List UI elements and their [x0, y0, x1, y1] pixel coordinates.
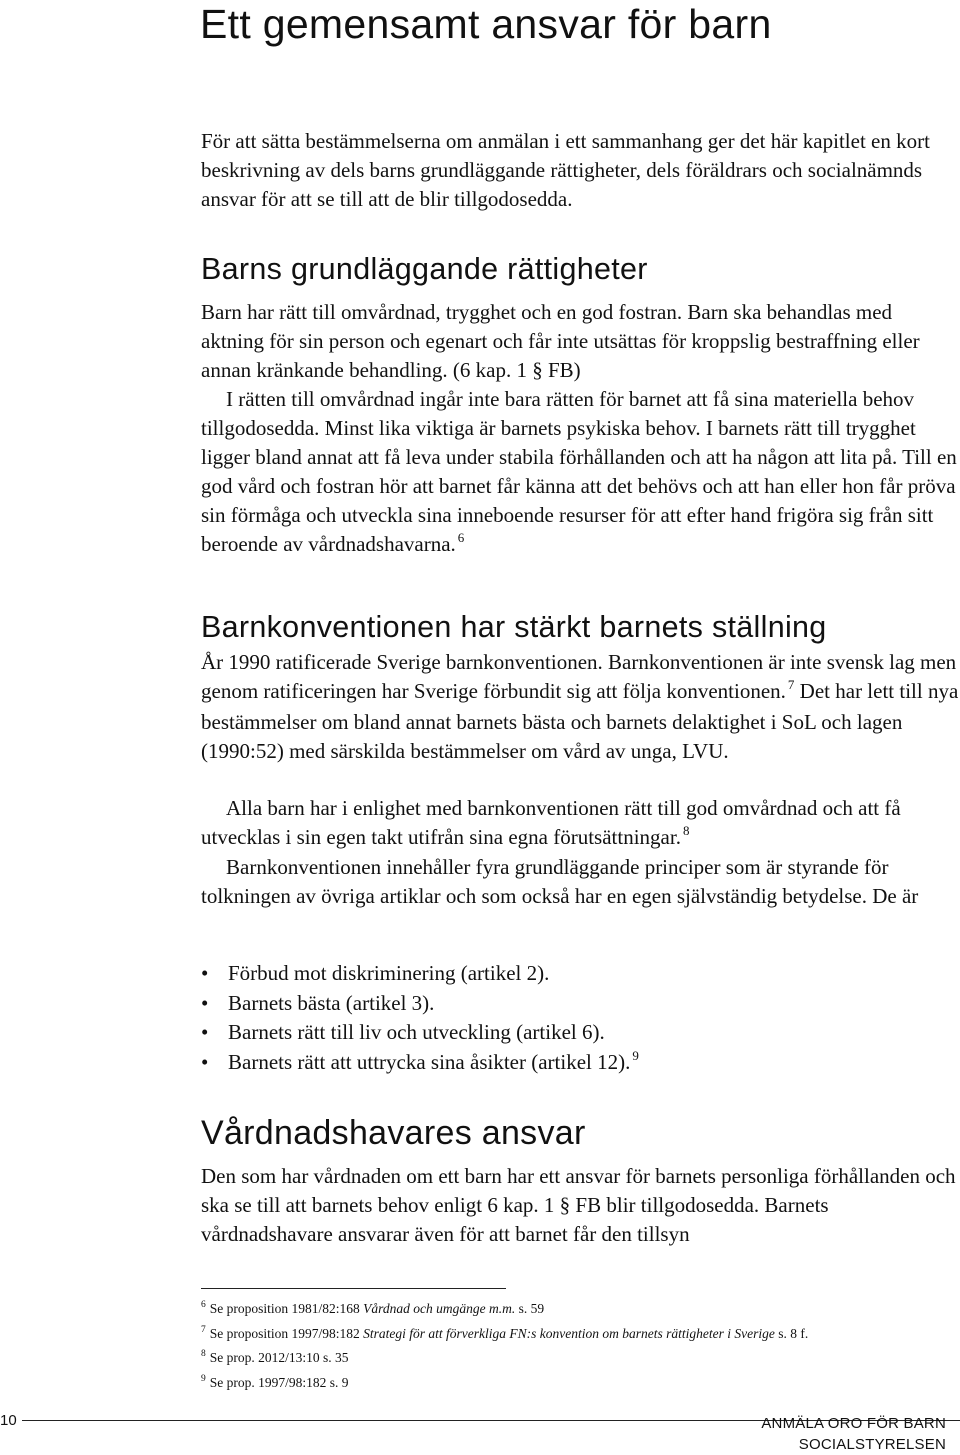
footnotes: [201, 1298, 959, 1396]
footnote-number: 9: [201, 1373, 206, 1384]
list-item-text: Barnets rätt att uttrycka sina åsikter (artikel 12).: [228, 1049, 631, 1074]
list-item: • Förbud mot diskriminering (artikel 2).: [201, 959, 941, 989]
rights-paragraph: Barn har rätt till omvårdnad, trygghet och en god fostran. Barn ska behandlas med aktning för sin person och egenart och får inte utsättas för kroppslig bestraffning eller annan kränkande behandling. (6 kap. 1 § FB): [201, 300, 920, 382]
footnote-ref-9[interactable]: 9: [632, 1047, 639, 1063]
footnote-text: Se proposition 1981/82:168: [209, 1301, 364, 1316]
footnote-title: Vårdnad och umgänge m.m.: [363, 1301, 516, 1316]
footnote-text-end: s. 59: [515, 1301, 545, 1316]
footnote-text: Se proposition 1997/98:182: [209, 1325, 364, 1341]
footnote-7: [201, 1323, 959, 1348]
footnote-ref-6[interactable]: 6: [457, 530, 465, 545]
footnote-number: 6: [201, 1300, 206, 1310]
guardian-paragraph: Den som har vårdnaden om ett barn har ett ansvar för barnets personliga förhållanden och ska se till att barnets behov enligt 6 kap. 1 § FB blir tillgodosedda. Barnets vårdnadshavare ansvarar även för att barnet får den tillsyn: [201, 1164, 956, 1246]
list-item: [201, 1048, 941, 1080]
footnote-title: Strategi för att förverkliga FN:s konvention om barnets rättigheter i Sverige: [363, 1325, 775, 1341]
footnote-number: 8: [201, 1349, 206, 1359]
convention-paragraph-2: [201, 794, 959, 854]
rights-paragraph-2-text: I rätten till omvårdnad ingår inte bara rätten för barnet att få sina materiella behov tillgodosedda. Minst lika viktiga är barnets psykiska behov. I barnets rätt till trygghet ligger bland annat att få leva under stabila förhållanden och att ha någon att lita på. Till en god vård och fostran hör att barnet får känna att det behövs och att han eller hon får pröva sin förmåga och utveckla sina inneboende resurser för att efter hand frigöra sig från sitt beroende av vårdnadshavarna.: [201, 387, 957, 556]
footnote-text: Se prop. 1997/98:182 s. 9: [209, 1374, 349, 1390]
section-heading-vardnadshavare: Vårdnadshavares ansvar: [201, 1114, 586, 1152]
list-item: • Barnets bästa (artikel 3).: [201, 989, 941, 1019]
footnote-6: [201, 1298, 959, 1323]
section-heading-barns-rattigheter: Barns grundläggande rättigheter: [201, 252, 648, 286]
rights-paragraph-2: [201, 385, 959, 561]
page-number: 10: [0, 1412, 17, 1429]
convention-paragraph-1a: År 1990 ratificerade Sverige barnkonventionen. Barnkonventionen är inte svensk lag men genom ratificeringen har Sverige förbundit sig att följa konventionen.: [201, 650, 957, 703]
footer-publisher: SOCIALSTYRELSEN: [798, 1436, 946, 1453]
footnote-divider: [201, 1288, 506, 1289]
footnote-9: [201, 1372, 959, 1397]
footnote-text: Se prop. 2012/13:10 s. 35: [209, 1350, 349, 1365]
list-item: • Barnets rätt till liv och utveckling (artikel 6).: [201, 1018, 941, 1048]
convention-paragraph-1: [201, 648, 959, 766]
principles-list: [201, 959, 941, 1079]
footnote-ref-8[interactable]: 8: [682, 823, 690, 838]
convention-paragraph-2-text: Alla barn har i enlighet med barnkonventionen rätt till god omvårdnad och att få utvecklas i sin egen takt utifrån sina egna förutsättningar.: [201, 796, 901, 849]
footnote-8: [201, 1347, 959, 1372]
footnote-text-end: s. 8 f.: [774, 1325, 809, 1341]
footnote-number: 7: [201, 1324, 206, 1335]
footer-title: ANMÄLA ORO FÖR BARN: [761, 1415, 946, 1432]
section-heading-barnkonventionen: Barnkonventionen har stärkt barnets ställning: [201, 610, 827, 644]
convention-paragraph-1b: Det har lett till nya bestämmelser om bland annat barnets bästa och barnets delaktighet i SoL och lagen (1990:52) med särskilda bestämmelser om vård av unga, LVU.: [201, 679, 959, 763]
footnote-ref-7[interactable]: 7: [787, 677, 795, 692]
intro-paragraph: För att sätta bestämmelserna om anmälan i ett sammanhang ger det här kapitlet en kort beskrivning av dels barns grundläggande rättigheter, dels föräldrars och socialnämnds ansvar för att se till att de blir tillgodosedda.: [201, 129, 930, 211]
page-title: Ett gemensamt ansvar för barn: [200, 1, 772, 47]
convention-paragraph-3: Barnkonventionen innehåller fyra grundläggande principer som är styrande för tolkningen av övriga artiklar och som också har en egen självständig betydelse. De är: [201, 855, 919, 908]
footer-publication: [761, 1413, 946, 1455]
